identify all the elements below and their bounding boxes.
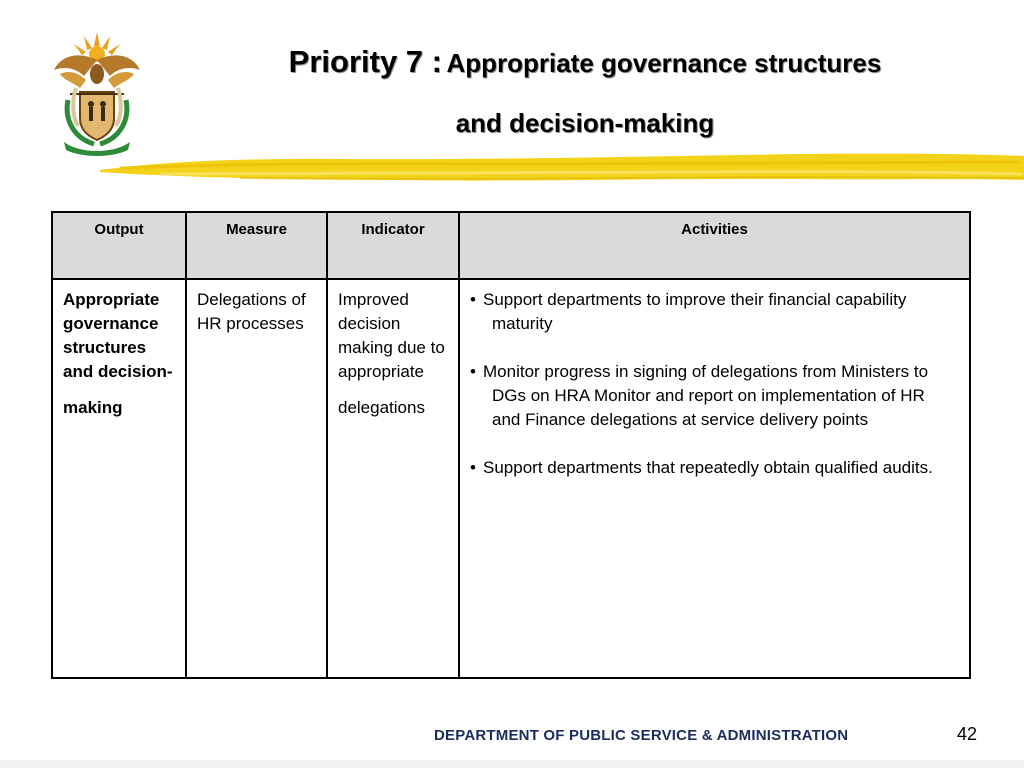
header-output: Output bbox=[52, 212, 186, 279]
bullet-icon: • bbox=[470, 458, 476, 477]
footer-department: DEPARTMENT OF PUBLIC SERVICE & ADMINISTRATION bbox=[434, 727, 849, 744]
header-activities: Activities bbox=[459, 212, 970, 279]
cell-indicator bbox=[327, 279, 459, 678]
title-line2: and decision-making bbox=[455, 108, 715, 138]
title-prefix: Priority 7 : bbox=[288, 44, 442, 79]
highlighter-stroke bbox=[100, 150, 1024, 190]
table-header-row bbox=[52, 212, 970, 279]
cell-output bbox=[52, 279, 186, 678]
activity-text: Support departments to improve their financial capability maturity bbox=[483, 290, 907, 333]
bullet-icon: • bbox=[470, 290, 476, 309]
header-measure: Measure bbox=[186, 212, 327, 279]
coat-of-arms-icon bbox=[50, 30, 144, 156]
output-text-line2: making bbox=[63, 398, 123, 417]
bottom-divider bbox=[0, 760, 1024, 768]
list-item bbox=[470, 360, 951, 432]
header-indicator: Indicator bbox=[327, 212, 459, 279]
table-row bbox=[52, 279, 970, 678]
list-item bbox=[470, 456, 951, 480]
activities-list bbox=[470, 288, 961, 480]
activity-text: Monitor progress in signing of delegations from Ministers to DGs on HRA Monitor and report on implementation of HR and Finance delegations at service delivery points bbox=[483, 362, 929, 429]
cell-activities bbox=[459, 279, 970, 678]
indicator-text-line1: Improved decision making due to appropriate bbox=[338, 290, 445, 381]
measure-text: Delegations of HR processes bbox=[197, 290, 306, 333]
priority-table bbox=[51, 211, 971, 679]
title-line1: Appropriate governance structures bbox=[446, 48, 882, 78]
page-number: 42 bbox=[957, 724, 978, 744]
activity-text: Support departments that repeatedly obtain qualified audits. bbox=[483, 458, 933, 477]
indicator-text-line2: delegations bbox=[338, 398, 425, 417]
bullet-icon: • bbox=[470, 362, 476, 381]
cell-measure bbox=[186, 279, 327, 678]
list-item bbox=[470, 288, 951, 336]
output-text-line1: Appropriate governance structures and decision- bbox=[63, 290, 173, 381]
